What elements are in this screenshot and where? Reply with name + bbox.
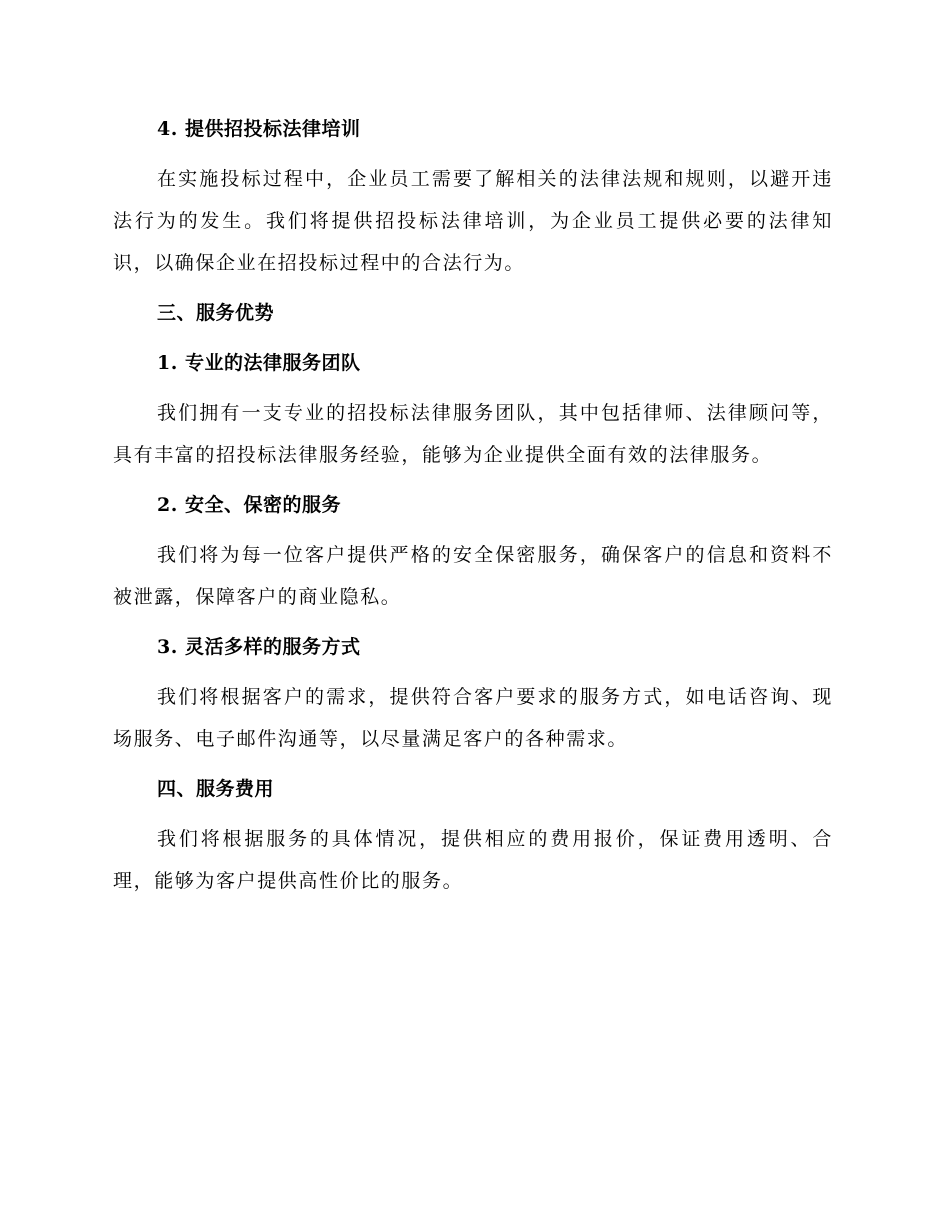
- section-heading-legal-training: 4. 提供招投标法律培训: [157, 118, 361, 140]
- document-page: [113, 108, 833, 910]
- section-heading-professional-team: 1. 专业的法律服务团队: [157, 352, 361, 374]
- section-heading-service-advantages: 三、服务优势: [157, 302, 275, 324]
- paragraph-flexible-service: 我们将根据客户的需求，提供符合客户要求的服务方式，如电话咨询、现场服务、电子邮件沟通等，以尽量满足客户的各种需求。: [113, 686, 833, 750]
- section-heading-flexible-service: 3. 灵活多样的服务方式: [157, 636, 361, 658]
- section-heading-secure-service: 2. 安全、保密的服务: [157, 494, 341, 516]
- paragraph-legal-training: 在实施投标过程中，企业员工需要了解相关的法律法规和规则，以避开违法行为的发生。我们将提供招投标法律培训，为企业员工提供必要的法律知识，以确保企业在招投标过程中的合法行为。: [113, 168, 833, 274]
- paragraph-professional-team: 我们拥有一支专业的招投标法律服务团队，其中包括律师、法律顾问等，具有丰富的招投标法律服务经验，能够为企业提供全面有效的法律服务。: [113, 402, 833, 466]
- section-heading-service-fees: 四、服务费用: [157, 778, 275, 800]
- paragraph-secure-service: 我们将为每一位客户提供严格的安全保密服务，确保客户的信息和资料不被泄露，保障客户的商业隐私。: [113, 544, 833, 608]
- paragraph-service-fees: 我们将根据服务的具体情况，提供相应的费用报价，保证费用透明、合理，能够为客户提供高性价比的服务。: [113, 828, 833, 892]
